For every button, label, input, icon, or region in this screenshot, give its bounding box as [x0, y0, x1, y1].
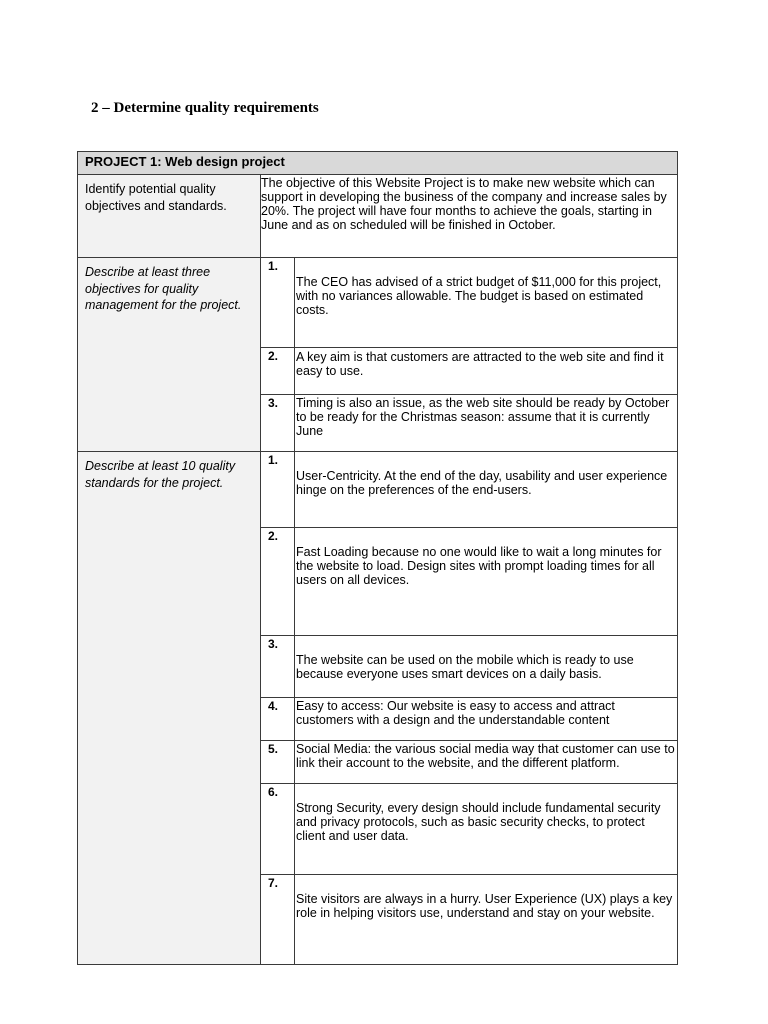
standard-number: 4.: [261, 698, 295, 741]
standard-number: 3.: [261, 636, 295, 698]
objective-number: 2.: [261, 348, 295, 395]
objective-text: The CEO has advised of a strict budget of $11,000 for this project, with no variances allowable. The budget is based on estimated costs.: [295, 258, 677, 348]
standard-number: 6.: [261, 784, 295, 875]
quality-requirements-table: [77, 151, 678, 965]
objective-text: A key aim is that customers are attracted to the web site and find it easy to use.: [295, 348, 677, 395]
row-label-objectives: Describe at least three objectives for quality management for the project.: [78, 258, 261, 452]
standard-text: Site visitors are always in a hurry. User Experience (UX) plays a key role in helping visitors use, understand and stay on your website.: [296, 892, 673, 920]
standard-number: 2.: [261, 528, 295, 636]
standard-text: Easy to access: Our website is easy to access and attract customers with a design and the understandable content: [295, 698, 677, 741]
standard-text: User-Centricity. At the end of the day, usability and user experience hinge on the preferences of the end-users.: [295, 452, 677, 528]
standard-text: The website can be used on the mobile which is ready to use because everyone uses smart devices on a daily basis.: [295, 636, 677, 698]
row-label-quality-objectives: Identify potential quality objectives and standards.: [78, 175, 261, 258]
standard-text: Strong Security, every design should include fundamental security and privacy protocols, such as basic security checks, to protect client and user data.: [295, 784, 677, 875]
standard-number: 5.: [261, 741, 295, 784]
row-label-standards: Describe at least 10 quality standards for the project.: [78, 452, 261, 964]
standard-number: 7.: [261, 875, 295, 964]
objective-text: Timing is also an issue, as the web site should be ready by October to be ready for the Christmas season: assume that it is currently June: [295, 395, 677, 452]
objective-number: 3.: [261, 395, 295, 452]
objective-number: 1.: [261, 258, 295, 348]
project-title: PROJECT 1: Web design project: [78, 152, 677, 175]
project-objective-text: The objective of this Website Project is to make new website which can support in developing the business of the company and increase sales by 20%. The project will have four months to achieve the goals, starting in June and as on scheduled will be finished in October.: [261, 175, 677, 258]
standard-text: Social Media: the various social media way that customer can use to link their account to the website, and the different platform.: [295, 741, 677, 784]
standard-number: 1.: [261, 452, 295, 528]
standard-text: Fast Loading because no one would like to wait a long minutes for the website to load. Design sites with prompt loading times for all users on all devices.: [295, 528, 677, 636]
section-heading: 2 – Determine quality requirements: [91, 100, 319, 116]
